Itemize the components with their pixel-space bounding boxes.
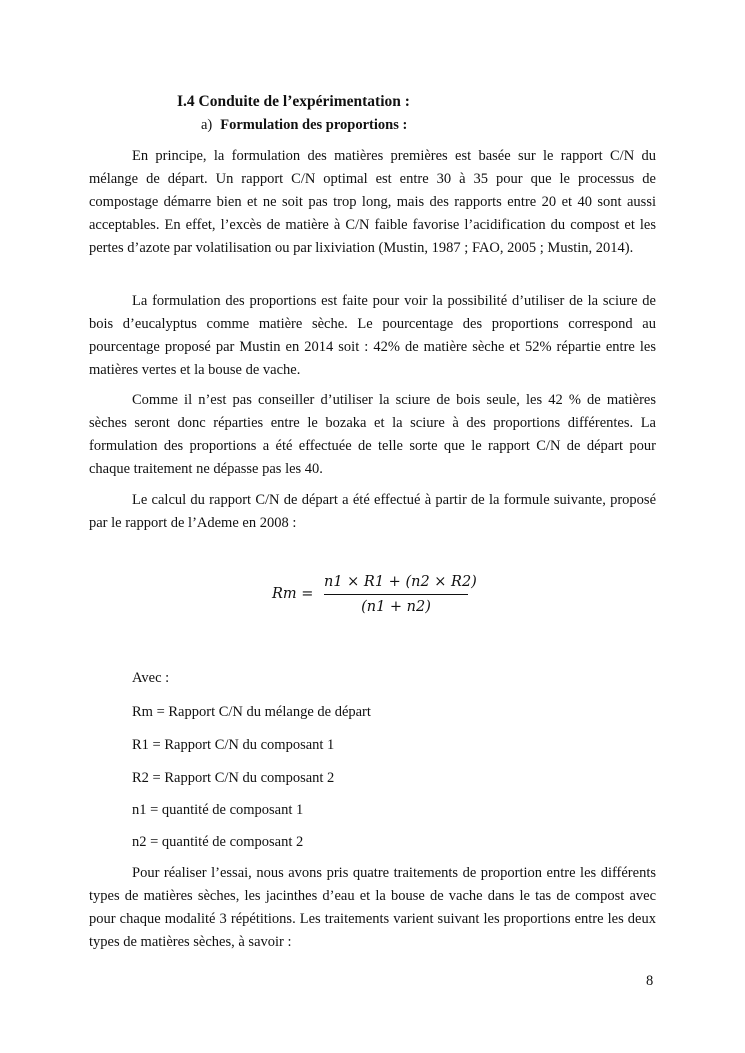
- page-number: 8: [646, 973, 654, 989]
- definitions-intro: Avec :: [132, 670, 170, 686]
- paragraph-formula-intro: Le calcul du rapport C/N de départ a été effectué à partir de la formule suivante, proposé par le rapport de l’Ademe en 2008 :: [89, 492, 656, 532]
- formula-numerator: n1 × R1 + (n2 × R2): [324, 574, 477, 590]
- section-heading: I.4 Conduite de l’expérimentation :: [177, 93, 410, 110]
- fraction-bar: [324, 594, 468, 595]
- definition-item: n2 = quantité de composant 2: [132, 834, 304, 850]
- formula-lhs: Rm =: [272, 586, 314, 602]
- formula-fraction: [324, 572, 477, 617]
- definition-item: n1 = quantité de composant 1: [132, 802, 304, 818]
- definition-item: R1 = Rapport C/N du composant 1: [132, 737, 335, 753]
- paragraph-proportions: La formulation des proportions est faite pour voir la possibilité d’utiliser de la sciure de bois d’eucalyptus comme matière sèche. Le pourcentage des proportions correspond au pourcentage proposé par Mustin en 2014 soit : 42% de matière sèche et 52% répartie entre les matières vertes et la bouse de vache.: [89, 293, 656, 379]
- paragraph-dry-matter: Comme il n’est pas conseiller d’utiliser la sciure de bois seule, les 42 % de matières sèches seront donc réparties entre le bozaka et la sciure à des proportions différentes. La formulation des proportions a été effectuée de telle sorte que le rapport C/N de départ pour chaque traitement ne dépasse pas les 40.: [89, 392, 656, 478]
- paragraph-treatments: Pour réaliser l’essai, nous avons pris quatre traitements de proportion entre les différents types de matières sèches, les jacinthes d’eau et la bouse de vache dans le tas de compost avec pour chaque modalité 3 répétitions. Les traitements varient suivant les proportions entre les deux types de matières sèches, à savoir :: [89, 865, 656, 951]
- subsection-heading: [201, 115, 407, 135]
- subsection-label: Formulation des proportions :: [220, 117, 408, 133]
- paragraph-cn-ratio: En principe, la formulation des matières premières est basée sur le rapport C/N du mélange de départ. Un rapport C/N optimal est entre 30 à 35 pour que le processus de compostage démarre bien et ne soit pas trop long, mais des rapports entre 20 et 40 sont aussi acceptables. En effet, l’excès de matière à C/N faible favorise l’acidification du compost et les pertes d’azote par volatilisation ou par lixiviation (Mustin, 1987 ; FAO, 2005 ; Mustin, 2014).: [89, 148, 656, 257]
- formula-denominator: (n1 + n2): [361, 599, 431, 615]
- definition-item: R2 = Rapport C/N du composant 2: [132, 770, 335, 786]
- definition-item: Rm = Rapport C/N du mélange de départ: [132, 704, 371, 720]
- subsection-letter: a): [201, 117, 213, 133]
